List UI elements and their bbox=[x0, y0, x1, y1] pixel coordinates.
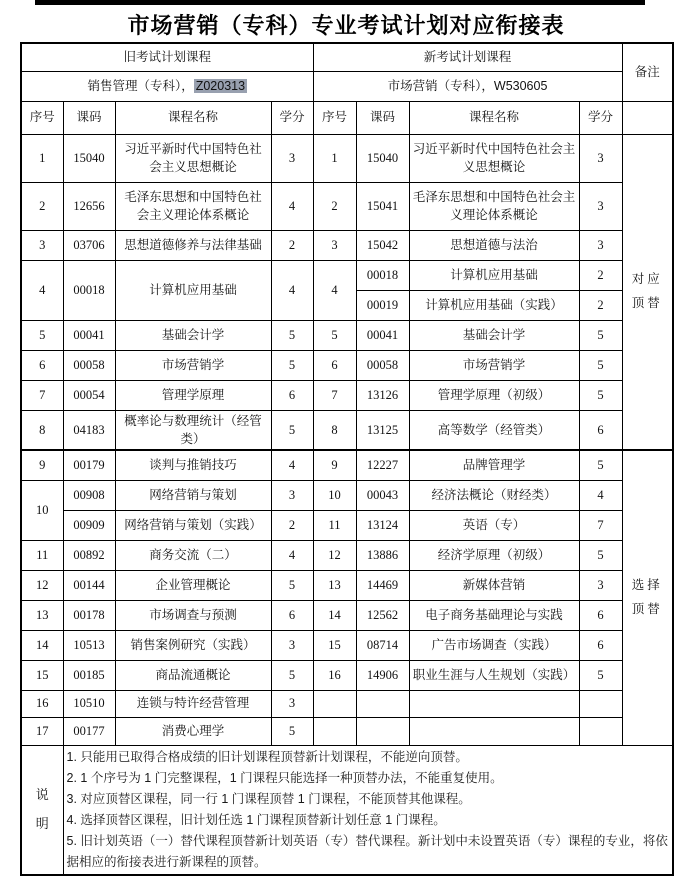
table-row bbox=[21, 660, 673, 690]
name-cell: 经济学原理（初级） bbox=[409, 540, 579, 570]
remark-choose-text: 选择顶替 bbox=[631, 578, 663, 616]
name-cell: 职业生涯与人生规划（实践） bbox=[409, 660, 579, 690]
name-cell: 管理学原理（初级） bbox=[409, 380, 579, 410]
new-plan-header: 新考试计划课程 bbox=[313, 43, 622, 71]
credit-cell: 6 bbox=[579, 600, 622, 630]
code-cell: 14906 bbox=[356, 660, 409, 690]
credit-cell: 6 bbox=[271, 600, 313, 630]
name-cell: 基础会计学 bbox=[409, 320, 579, 350]
empty-cell bbox=[622, 101, 673, 134]
code-cell: 03706 bbox=[63, 230, 115, 260]
code-cell: 15041 bbox=[356, 182, 409, 230]
col-header-name: 课程名称 bbox=[409, 101, 579, 134]
empty-cell bbox=[579, 717, 622, 745]
credit-cell: 5 bbox=[579, 540, 622, 570]
empty-cell bbox=[579, 690, 622, 717]
code-cell: 12562 bbox=[356, 600, 409, 630]
note-line: 4. 选择顶替区课程，旧计划任选 1 门课程顶替新计划任意 1 门课程。 bbox=[66, 812, 446, 827]
seq-cell: 6 bbox=[21, 350, 63, 380]
seq-cell: 14 bbox=[21, 630, 63, 660]
credit-cell: 3 bbox=[271, 630, 313, 660]
name-cell: 广告市场调查（实践） bbox=[409, 630, 579, 660]
credit-cell: 3 bbox=[271, 134, 313, 182]
code-cell: 00043 bbox=[356, 480, 409, 510]
empty-cell bbox=[356, 717, 409, 745]
table-row bbox=[21, 690, 673, 717]
remark-header: 备注 bbox=[622, 43, 673, 101]
code-cell: 12656 bbox=[63, 182, 115, 230]
seq-cell: 3 bbox=[21, 230, 63, 260]
credit-cell: 4 bbox=[579, 480, 622, 510]
name-cell: 市场营销学 bbox=[409, 350, 579, 380]
old-plan-header: 旧考试计划课程 bbox=[21, 43, 313, 71]
credit-cell: 5 bbox=[271, 350, 313, 380]
name-cell: 基础会计学 bbox=[115, 320, 271, 350]
credit-cell: 3 bbox=[579, 570, 622, 600]
note-line: 3. 对应顶替区课程，同一行 1 门课程顶替 1 门课程，不能顶替其他课程。 bbox=[66, 791, 471, 806]
code-cell: 13126 bbox=[356, 380, 409, 410]
code-cell: 00041 bbox=[356, 320, 409, 350]
table-row-split-top bbox=[21, 480, 673, 510]
seq-cell: 7 bbox=[21, 380, 63, 410]
credit-cell: 3 bbox=[579, 182, 622, 230]
seq-cell: 6 bbox=[313, 350, 356, 380]
code-cell: 13124 bbox=[356, 510, 409, 540]
seq-cell: 1 bbox=[313, 134, 356, 182]
course-mapping-table bbox=[20, 42, 674, 876]
credit-cell: 5 bbox=[271, 320, 313, 350]
empty-cell bbox=[356, 690, 409, 717]
table-row bbox=[21, 350, 673, 380]
credit-cell: 4 bbox=[271, 182, 313, 230]
notes-row bbox=[21, 745, 673, 875]
code-cell: 00054 bbox=[63, 380, 115, 410]
name-cell: 经济法概论（财经类） bbox=[409, 480, 579, 510]
seq-cell: 9 bbox=[313, 450, 356, 480]
table-row-split-bottom bbox=[21, 510, 673, 540]
table-row bbox=[21, 380, 673, 410]
col-header-code: 课码 bbox=[63, 101, 115, 134]
seq-cell: 10 bbox=[21, 480, 63, 540]
seq-cell: 5 bbox=[21, 320, 63, 350]
table-row bbox=[21, 630, 673, 660]
name-cell: 计算机应用基础 bbox=[115, 260, 271, 320]
seq-cell: 12 bbox=[21, 570, 63, 600]
seq-cell: 8 bbox=[21, 410, 63, 450]
code-cell: 00144 bbox=[63, 570, 115, 600]
seq-cell: 12 bbox=[313, 540, 356, 570]
name-cell: 销售案例研究（实践） bbox=[115, 630, 271, 660]
credit-cell: 3 bbox=[579, 134, 622, 182]
seq-cell: 4 bbox=[21, 260, 63, 320]
top-scan-bar bbox=[35, 0, 645, 5]
name-cell: 电子商务基础理论与实践 bbox=[409, 600, 579, 630]
credit-cell: 6 bbox=[579, 410, 622, 450]
name-cell: 品牌管理学 bbox=[409, 450, 579, 480]
empty-cell bbox=[409, 717, 579, 745]
seq-cell: 15 bbox=[21, 660, 63, 690]
empty-cell bbox=[313, 690, 356, 717]
table-row bbox=[21, 230, 673, 260]
table-row bbox=[21, 600, 673, 630]
credit-cell: 6 bbox=[579, 630, 622, 660]
seq-cell: 11 bbox=[21, 540, 63, 570]
credit-cell: 6 bbox=[271, 380, 313, 410]
credit-cell: 5 bbox=[271, 660, 313, 690]
name-cell: 网络营销与策划 bbox=[115, 480, 271, 510]
note-line: 2. 1 个序号为 1 门完整课程，1 门课程只能选择一种顶替办法，不能重复使用。 bbox=[66, 770, 503, 785]
seq-cell: 10 bbox=[313, 480, 356, 510]
name-cell: 计算机应用基础（实践） bbox=[409, 290, 579, 320]
table-row bbox=[21, 134, 673, 182]
credit-cell: 5 bbox=[579, 380, 622, 410]
table-row bbox=[21, 410, 673, 450]
seq-cell: 16 bbox=[21, 690, 63, 717]
name-cell: 新媒体营销 bbox=[409, 570, 579, 600]
name-cell: 概率论与数理统计（经管类） bbox=[115, 410, 271, 450]
code-cell: 00041 bbox=[63, 320, 115, 350]
seq-cell: 4 bbox=[313, 260, 356, 320]
old-major-text: 销售管理（专科）， bbox=[87, 78, 194, 93]
column-header-row bbox=[21, 101, 673, 134]
seq-cell: 14 bbox=[313, 600, 356, 630]
new-major-cell: 市场营销（专科），W530605 bbox=[313, 71, 622, 101]
table-row bbox=[21, 570, 673, 600]
name-cell: 商品流通概论 bbox=[115, 660, 271, 690]
seq-cell: 16 bbox=[313, 660, 356, 690]
notes-label-text: 说明 bbox=[35, 787, 49, 831]
credit-cell: 3 bbox=[579, 230, 622, 260]
credit-cell: 3 bbox=[271, 690, 313, 717]
seq-cell: 2 bbox=[313, 182, 356, 230]
code-cell: 00018 bbox=[356, 260, 409, 290]
code-cell: 10510 bbox=[63, 690, 115, 717]
notes-cell bbox=[63, 745, 673, 875]
credit-cell: 5 bbox=[271, 570, 313, 600]
code-cell: 15040 bbox=[356, 134, 409, 182]
name-cell: 思想道德与法治 bbox=[409, 230, 579, 260]
name-cell: 管理学原理 bbox=[115, 380, 271, 410]
code-cell: 00908 bbox=[63, 480, 115, 510]
credit-cell: 2 bbox=[271, 510, 313, 540]
table-row bbox=[21, 717, 673, 745]
col-header-credit: 学分 bbox=[579, 101, 622, 134]
col-header-name: 课程名称 bbox=[115, 101, 271, 134]
major-header-row bbox=[21, 71, 673, 101]
code-cell: 12227 bbox=[356, 450, 409, 480]
name-cell: 计算机应用基础 bbox=[409, 260, 579, 290]
credit-cell: 3 bbox=[271, 480, 313, 510]
name-cell: 毛泽东思想和中国特色社会主义理论体系概论 bbox=[115, 182, 271, 230]
document-title: 市场营销（专科）专业考试计划对应衔接表 bbox=[127, 13, 565, 38]
credit-cell: 2 bbox=[271, 230, 313, 260]
col-header-seq: 序号 bbox=[313, 101, 356, 134]
remark-choose-cell bbox=[622, 450, 673, 745]
name-cell: 英语（专） bbox=[409, 510, 579, 540]
old-major-cell bbox=[21, 71, 313, 101]
seq-cell: 9 bbox=[21, 450, 63, 480]
seq-cell: 13 bbox=[313, 570, 356, 600]
seq-cell: 15 bbox=[313, 630, 356, 660]
credit-cell: 7 bbox=[579, 510, 622, 540]
notes-label-cell bbox=[21, 745, 63, 875]
code-cell: 00019 bbox=[356, 290, 409, 320]
col-header-code: 课码 bbox=[356, 101, 409, 134]
seq-cell: 8 bbox=[313, 410, 356, 450]
code-cell: 14469 bbox=[356, 570, 409, 600]
name-cell: 网络营销与策划（实践） bbox=[115, 510, 271, 540]
credit-cell: 5 bbox=[271, 410, 313, 450]
name-cell: 习近平新时代中国特色社会主义思想概论 bbox=[409, 134, 579, 182]
credit-cell: 4 bbox=[271, 260, 313, 320]
code-cell: 00178 bbox=[63, 600, 115, 630]
credit-cell: 5 bbox=[579, 660, 622, 690]
code-cell: 00177 bbox=[63, 717, 115, 745]
seq-cell: 1 bbox=[21, 134, 63, 182]
seq-cell: 11 bbox=[313, 510, 356, 540]
table-row-split-top bbox=[21, 260, 673, 290]
credit-cell: 2 bbox=[579, 290, 622, 320]
remark-match-cell bbox=[622, 134, 673, 450]
note-line: 1. 只能用已取得合格成绩的旧计划课程顶替新计划课程，不能逆向顶替。 bbox=[66, 749, 468, 764]
code-cell: 00185 bbox=[63, 660, 115, 690]
code-cell: 00892 bbox=[63, 540, 115, 570]
seq-cell: 13 bbox=[21, 600, 63, 630]
code-cell: 15042 bbox=[356, 230, 409, 260]
col-header-credit: 学分 bbox=[271, 101, 313, 134]
seq-cell: 2 bbox=[21, 182, 63, 230]
name-cell: 消费心理学 bbox=[115, 717, 271, 745]
code-cell: 10513 bbox=[63, 630, 115, 660]
plan-header-row bbox=[21, 43, 673, 71]
name-cell: 毛泽东思想和中国特色社会主义理论体系概论 bbox=[409, 182, 579, 230]
name-cell: 企业管理概论 bbox=[115, 570, 271, 600]
name-cell: 市场营销学 bbox=[115, 350, 271, 380]
code-cell: 00058 bbox=[63, 350, 115, 380]
highlighted-major-code: Z020313 bbox=[195, 78, 246, 93]
name-cell: 习近平新时代中国特色社会主义思想概论 bbox=[115, 134, 271, 182]
code-cell: 13886 bbox=[356, 540, 409, 570]
code-cell: 00909 bbox=[63, 510, 115, 540]
seq-cell: 17 bbox=[21, 717, 63, 745]
empty-cell bbox=[409, 690, 579, 717]
code-cell: 00018 bbox=[63, 260, 115, 320]
seq-cell: 7 bbox=[313, 380, 356, 410]
code-cell: 00058 bbox=[356, 350, 409, 380]
code-cell: 00179 bbox=[63, 450, 115, 480]
name-cell: 市场调查与预测 bbox=[115, 600, 271, 630]
credit-cell: 5 bbox=[579, 320, 622, 350]
name-cell: 商务交流（二） bbox=[115, 540, 271, 570]
table-row bbox=[21, 320, 673, 350]
credit-cell: 4 bbox=[271, 540, 313, 570]
seq-cell: 3 bbox=[313, 230, 356, 260]
name-cell: 思想道德修养与法律基础 bbox=[115, 230, 271, 260]
code-cell: 15040 bbox=[63, 134, 115, 182]
table-row bbox=[21, 450, 673, 480]
code-cell: 04183 bbox=[63, 410, 115, 450]
seq-cell: 5 bbox=[313, 320, 356, 350]
col-header-seq: 序号 bbox=[21, 101, 63, 134]
name-cell: 高等数学（经管类） bbox=[409, 410, 579, 450]
name-cell: 谈判与推销技巧 bbox=[115, 450, 271, 480]
remark-match-text: 对应顶替 bbox=[631, 272, 663, 310]
credit-cell: 5 bbox=[271, 717, 313, 745]
name-cell: 连锁与特许经营管理 bbox=[115, 690, 271, 717]
credit-cell: 5 bbox=[579, 350, 622, 380]
credit-cell: 2 bbox=[579, 260, 622, 290]
code-cell: 08714 bbox=[356, 630, 409, 660]
note-line: 5. 旧计划英语（一）替代课程顶替新计划英语（专）替代课程。新计划中未设置英语（专）课程的专业，将依据相应的衔接表进行新课程的顶替。 bbox=[66, 833, 668, 869]
credit-cell: 4 bbox=[271, 450, 313, 480]
credit-cell: 5 bbox=[579, 450, 622, 480]
empty-cell bbox=[313, 717, 356, 745]
code-cell: 13125 bbox=[356, 410, 409, 450]
table-row bbox=[21, 182, 673, 230]
table-row bbox=[21, 540, 673, 570]
